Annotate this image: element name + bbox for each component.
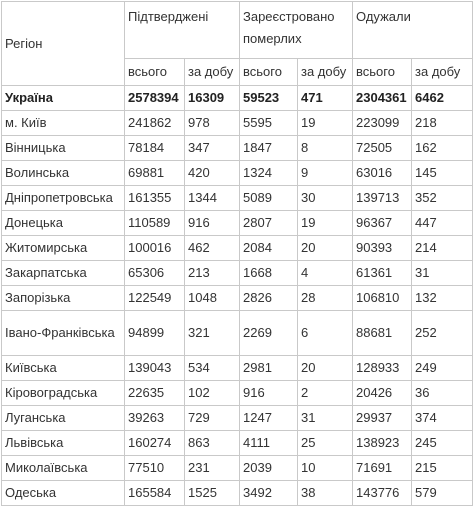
table-row <box>2 286 473 311</box>
deaths-per-day-cell: 31 <box>298 406 353 431</box>
confirmed-group-header: Підтверджені <box>125 2 240 59</box>
deaths-total-cell: 1847 <box>240 136 298 161</box>
recovered-total-cell: 20426 <box>353 381 412 406</box>
confirmed-total-cell: 139043 <box>125 356 185 381</box>
recovered-total-cell: 88681 <box>353 311 412 356</box>
confirmed-per-day-cell: 347 <box>185 136 240 161</box>
recovered-total-cell: 90393 <box>353 236 412 261</box>
confirmed-per-day-cell: 1344 <box>185 186 240 211</box>
confirmed-per-day-header: за добу <box>185 59 240 86</box>
region-cell: Волинська <box>2 161 125 186</box>
region-cell: Запорізька <box>2 286 125 311</box>
confirmed-total-cell: 100016 <box>125 236 185 261</box>
table-row <box>2 186 473 211</box>
confirmed-total-cell: 161355 <box>125 186 185 211</box>
deaths-per-day-cell: 28 <box>298 286 353 311</box>
confirmed-total-cell: 22635 <box>125 381 185 406</box>
recovered-per-day-cell: 447 <box>412 211 473 236</box>
table-body <box>2 86 473 506</box>
deaths-per-day-cell: 38 <box>298 481 353 506</box>
confirmed-total-cell: 122549 <box>125 286 185 311</box>
region-cell: Закарпатська <box>2 261 125 286</box>
region-cell: Житомирська <box>2 236 125 261</box>
region-cell: Одеська <box>2 481 125 506</box>
deaths-per-day-cell: 19 <box>298 111 353 136</box>
confirmed-per-day-cell: 462 <box>185 236 240 261</box>
recovered-total-cell: 128933 <box>353 356 412 381</box>
confirmed-per-day-cell: 1525 <box>185 481 240 506</box>
confirmed-total-cell: 78184 <box>125 136 185 161</box>
recovered-per-day-cell: 215 <box>412 456 473 481</box>
recovered-total-cell: 223099 <box>353 111 412 136</box>
deaths-total-cell: 2807 <box>240 211 298 236</box>
deaths-per-day-cell: 30 <box>298 186 353 211</box>
confirmed-per-day-cell: 978 <box>185 111 240 136</box>
confirmed-total-cell: 39263 <box>125 406 185 431</box>
deaths-total-cell: 3492 <box>240 481 298 506</box>
recovered-total-cell: 2304361 <box>353 86 412 111</box>
recovered-per-day-header: за добу <box>412 59 473 86</box>
confirmed-total-cell: 110589 <box>125 211 185 236</box>
table-row <box>2 356 473 381</box>
confirmed-total-cell: 65306 <box>125 261 185 286</box>
table-row <box>2 161 473 186</box>
deaths-total-cell: 2039 <box>240 456 298 481</box>
recovered-per-day-cell: 31 <box>412 261 473 286</box>
recovered-total-cell: 139713 <box>353 186 412 211</box>
recovered-per-day-cell: 6462 <box>412 86 473 111</box>
region-column-header: Регіон <box>2 2 125 86</box>
confirmed-total-cell: 160274 <box>125 431 185 456</box>
region-cell: Кіровоградська <box>2 381 125 406</box>
confirmed-per-day-cell: 420 <box>185 161 240 186</box>
deaths-total-cell: 1247 <box>240 406 298 431</box>
region-cell: Вінницька <box>2 136 125 161</box>
recovered-per-day-cell: 252 <box>412 311 473 356</box>
recovered-total-cell: 29937 <box>353 406 412 431</box>
table-row <box>2 111 473 136</box>
deaths-total-cell: 5089 <box>240 186 298 211</box>
table-row <box>2 381 473 406</box>
deaths-per-day-cell: 8 <box>298 136 353 161</box>
deaths-total-cell: 916 <box>240 381 298 406</box>
deaths-total-cell: 1324 <box>240 161 298 186</box>
table-row <box>2 431 473 456</box>
recovered-per-day-cell: 352 <box>412 186 473 211</box>
recovered-total-cell: 71691 <box>353 456 412 481</box>
confirmed-total-cell: 77510 <box>125 456 185 481</box>
region-cell: Луганська <box>2 406 125 431</box>
confirmed-total-cell: 241862 <box>125 111 185 136</box>
deaths-total-cell: 2084 <box>240 236 298 261</box>
confirmed-per-day-cell: 863 <box>185 431 240 456</box>
confirmed-total-cell: 165584 <box>125 481 185 506</box>
recovered-per-day-cell: 245 <box>412 431 473 456</box>
deaths-per-day-cell: 9 <box>298 161 353 186</box>
recovered-per-day-cell: 579 <box>412 481 473 506</box>
table-row <box>2 456 473 481</box>
header-row-groups <box>2 2 473 59</box>
deaths-per-day-header: за добу <box>298 59 353 86</box>
confirmed-per-day-cell: 102 <box>185 381 240 406</box>
confirmed-per-day-cell: 213 <box>185 261 240 286</box>
recovered-total-cell: 106810 <box>353 286 412 311</box>
deaths-per-day-cell: 6 <box>298 311 353 356</box>
region-cell: Україна <box>2 86 125 111</box>
region-cell: Дніпропетровська <box>2 186 125 211</box>
table-row-total <box>2 86 473 111</box>
deaths-total-cell: 2981 <box>240 356 298 381</box>
recovered-per-day-cell: 36 <box>412 381 473 406</box>
recovered-total-cell: 63016 <box>353 161 412 186</box>
table-row <box>2 261 473 286</box>
recovered-total-cell: 138923 <box>353 431 412 456</box>
recovered-total-cell: 72505 <box>353 136 412 161</box>
region-cell: Миколаївська <box>2 456 125 481</box>
deaths-total-header: всього <box>240 59 298 86</box>
deaths-total-cell: 2826 <box>240 286 298 311</box>
recovered-per-day-cell: 374 <box>412 406 473 431</box>
recovered-per-day-cell: 162 <box>412 136 473 161</box>
table-row <box>2 236 473 261</box>
recovered-group-header: Одужали <box>353 2 473 59</box>
deaths-per-day-cell: 25 <box>298 431 353 456</box>
deaths-total-cell: 59523 <box>240 86 298 111</box>
confirmed-total-cell: 69881 <box>125 161 185 186</box>
deaths-per-day-cell: 4 <box>298 261 353 286</box>
confirmed-total-header: всього <box>125 59 185 86</box>
table-row <box>2 211 473 236</box>
recovered-total-cell: 96367 <box>353 211 412 236</box>
recovered-total-header: всього <box>353 59 412 86</box>
deaths-per-day-cell: 471 <box>298 86 353 111</box>
deaths-total-cell: 4111 <box>240 431 298 456</box>
confirmed-total-cell: 2578394 <box>125 86 185 111</box>
deaths-per-day-cell: 2 <box>298 381 353 406</box>
confirmed-per-day-cell: 916 <box>185 211 240 236</box>
recovered-per-day-cell: 145 <box>412 161 473 186</box>
deaths-total-cell: 2269 <box>240 311 298 356</box>
confirmed-total-cell: 94899 <box>125 311 185 356</box>
deaths-per-day-cell: 20 <box>298 236 353 261</box>
deaths-per-day-cell: 10 <box>298 456 353 481</box>
recovered-per-day-cell: 218 <box>412 111 473 136</box>
recovered-total-cell: 143776 <box>353 481 412 506</box>
deaths-per-day-cell: 19 <box>298 211 353 236</box>
deaths-total-cell: 5595 <box>240 111 298 136</box>
region-cell: м. Київ <box>2 111 125 136</box>
confirmed-per-day-cell: 729 <box>185 406 240 431</box>
confirmed-per-day-cell: 1048 <box>185 286 240 311</box>
confirmed-per-day-cell: 16309 <box>185 86 240 111</box>
recovered-per-day-cell: 214 <box>412 236 473 261</box>
recovered-per-day-cell: 249 <box>412 356 473 381</box>
table-row <box>2 311 473 356</box>
recovered-total-cell: 61361 <box>353 261 412 286</box>
confirmed-per-day-cell: 231 <box>185 456 240 481</box>
region-cell: Львівська <box>2 431 125 456</box>
deaths-group-header: Зареєстровано померлих <box>240 2 353 59</box>
table-row <box>2 136 473 161</box>
region-cell: Івано-Франківська <box>2 311 125 356</box>
region-cell: Донецька <box>2 211 125 236</box>
table-row <box>2 406 473 431</box>
region-cell: Київська <box>2 356 125 381</box>
confirmed-per-day-cell: 534 <box>185 356 240 381</box>
confirmed-per-day-cell: 321 <box>185 311 240 356</box>
covid-regions-table <box>1 1 473 506</box>
deaths-per-day-cell: 20 <box>298 356 353 381</box>
recovered-per-day-cell: 132 <box>412 286 473 311</box>
deaths-total-cell: 1668 <box>240 261 298 286</box>
